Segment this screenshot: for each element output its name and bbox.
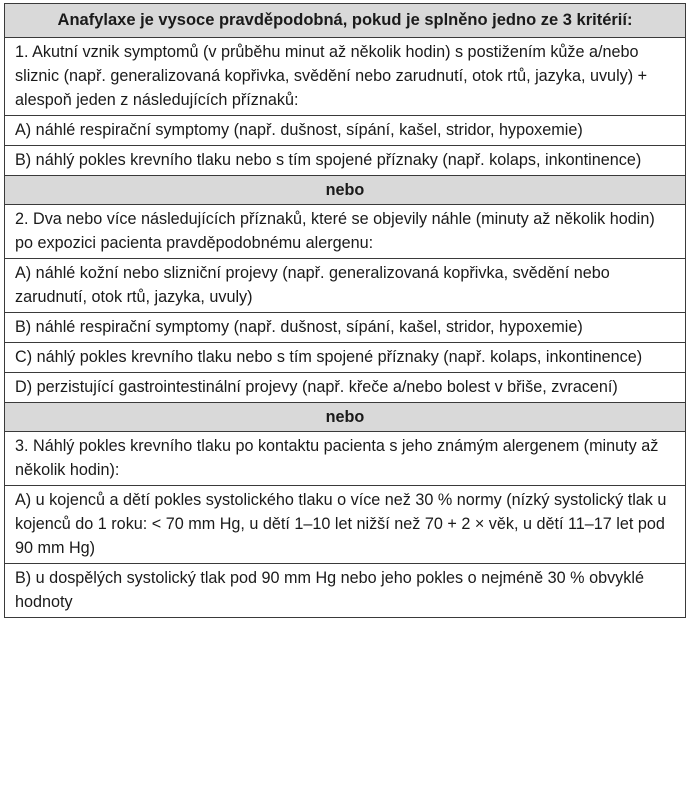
criterion-3-text: 3. Náhlý pokles krevního tlaku po kontaktu pacienta s jeho známým alergenem (minuty až několik hodin): [5,431,685,485]
criterion-1-item-a: A) náhlé respirační symptomy (např. dušnost, sípání, kašel, stridor, hypoxemie) [5,115,685,145]
separator-or-1: nebo [5,175,685,204]
criterion-3-item-a: A) u kojenců a dětí pokles systolického tlaku o více než 30 % normy (nízký systolický tlak u kojenců do 1 roku: < 70 mm Hg, u dětí 1–10 let nižší než 70 + 2 × věk, u dětí 11–17 let pod 90 mm Hg) [5,485,685,563]
separator-or-2: nebo [5,402,685,431]
criterion-2-text: 2. Dva nebo více následujících příznaků, které se objevily náhle (minuty až několik hodin) po expozici pacienta pravděpodobnému alergenu: [5,204,685,258]
criterion-2-item-d: D) perzistující gastrointestinální projevy (např. křeče a/nebo bolest v břiše, zvracení) [5,372,685,402]
criterion-1-item-b: B) náhlý pokles krevního tlaku nebo s tím spojené příznaky (např. kolaps, inkontinence) [5,145,685,175]
criterion-2-item-a: A) náhlé kožní nebo slizniční projevy (např. generalizovaná kopřivka, svědění nebo zarudnutí, otok rtů, jazyka, uvuly) [5,258,685,312]
table-header: Anafylaxe je vysoce pravděpodobná, pokud je splněno jedno ze 3 kritérií: [5,4,685,37]
criterion-2-item-b: B) náhlé respirační symptomy (např. dušnost, sípání, kašel, stridor, hypoxemie) [5,312,685,342]
criterion-2-item-c: C) náhlý pokles krevního tlaku nebo s tím spojené příznaky (např. kolaps, inkontinence) [5,342,685,372]
anaphylaxis-criteria-table [4,3,686,618]
criterion-1-text: 1. Akutní vznik symptomů (v průběhu minut až několik hodin) s postižením kůže a/nebo sliznic (např. generalizovaná kopřivka, svědění nebo zarudnutí, otok rtů, jazyka, uvuly) + alespoň jeden z následujících příznaků: [5,37,685,115]
criterion-3-item-b: B) u dospělých systolický tlak pod 90 mm Hg nebo jeho pokles o nejméně 30 % obvyklé hodnoty [5,563,685,617]
